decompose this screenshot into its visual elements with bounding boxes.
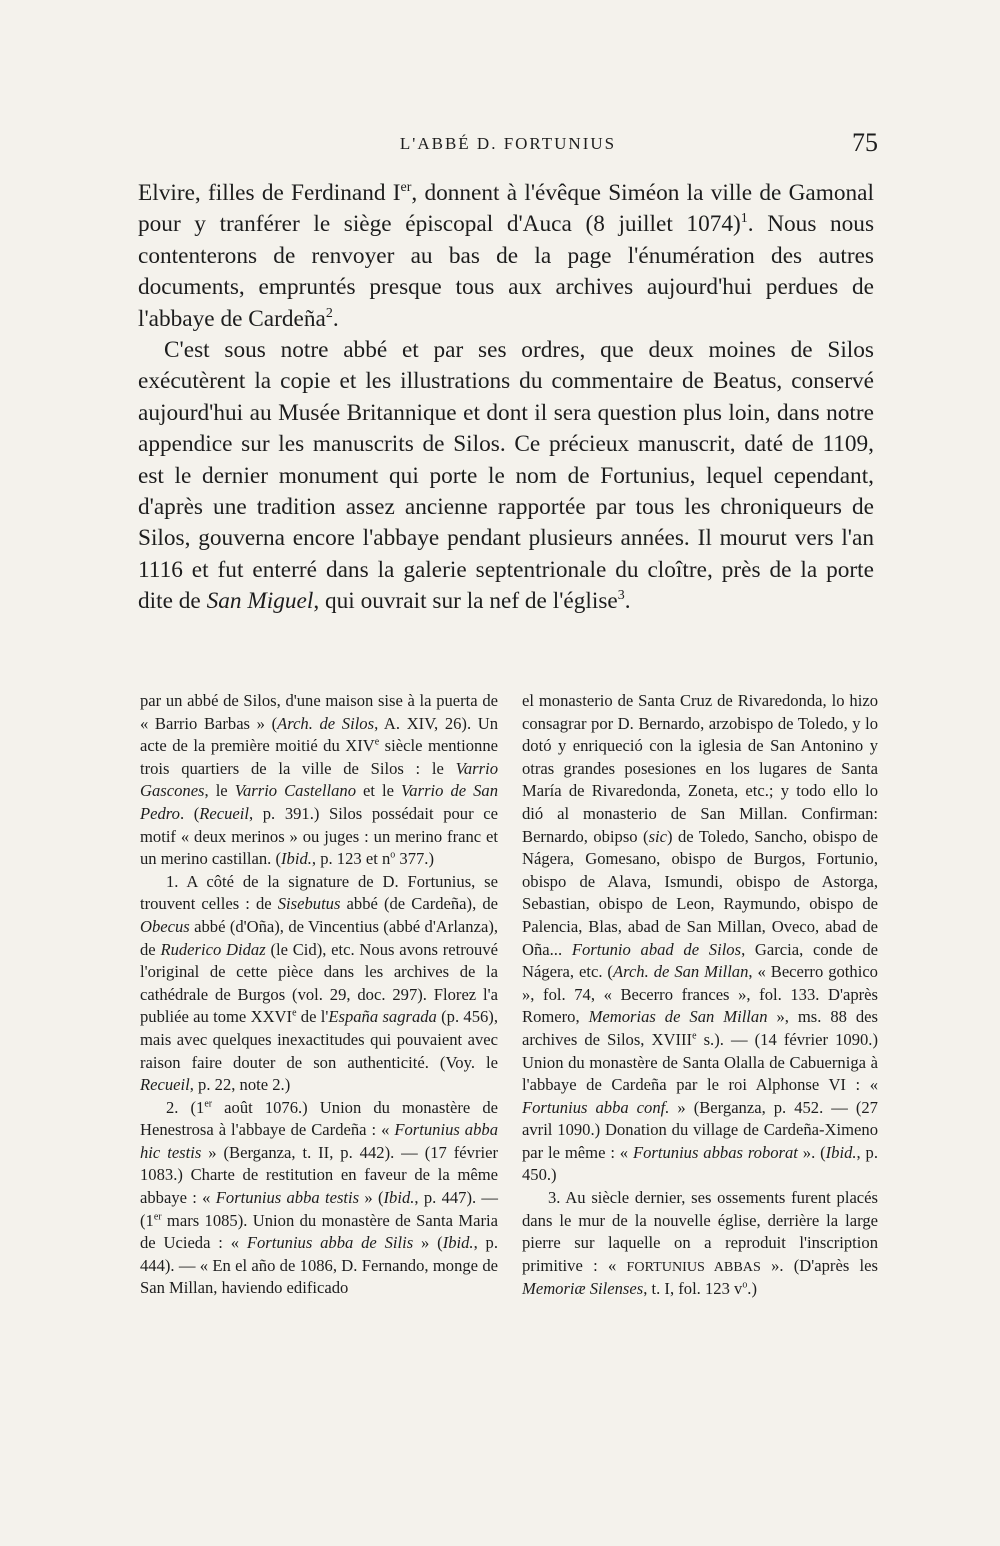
footnote-ref: 3 [617, 588, 625, 604]
footnote-ref: 2 [325, 305, 333, 321]
footnote: par un abbé de Silos, d'une maison sise à la puerta de « Barrio Barbas » (Arch. de Silos, A. XIV, 26). Un acte de la première moitié du XIVe siècle mentionne trois quartiers de la ville de Silos : le Varrio Gascones, le Varrio Castellano et le Varrio de San Pedro. (Recueil, p. 391.) Silos possédait pour ce motif « deux merinos » ou juges : un merino franc et un merino castillan. (Ibid., p. 123 et $n^o$ 377.) [140, 691, 499, 869]
footnotes-right-column [522, 690, 878, 1301]
footnote: 2. (1er août 1076.) Union du monastère de Henestrosa à l'abbaye de Cardeña : « Fortunius abba hic testis » (Berganza, t. II, p. 442). — (17 février 1083.) Charte de restitution en faveur de la même abbaye : « Fortunius abba testis » (Ibid., p. 447). — (1er mars 1085). Union du monastère de Santa Maria de Ucieda : « Fortunius abba de Silis » (Ibid., p. 444). — « En el año de 1086, D. Fernando, monge de San Millan, haviendo edificado [140, 1097, 499, 1298]
footnote: 3. Au siècle dernier, ses ossements furent placés dans le mur de la nouvelle église, derrière la large pierre sur laquelle on a reproduit l'inscription primitive : « FORTUNIUS ABBAS ». (D'après les Memoriæ Silenses, t. I, fol. 123 $v^o$.) [522, 1188, 878, 1299]
running-head [138, 128, 878, 162]
footnote: el monasterio de Santa Cruz de Rivaredonda, lo hizo consagrar por D. Bernardo, arzobispo de Toledo, y lo dotó y enriqueció con la iglesia de San Antonino y otras grandes posesiones en los lugares de Santa María de Rivaredonda, Zoneta, etc.; y todo ello lo dió al monasterio de San Millan. Confirman: Bernardo, obipso (sic) de Toledo, Sancho, obispo de Nágera, Gomesano, obispo de Burgos, Fortunio, obispo de Alava, Ismundi, obispo de Astorga, Sebastian, obispo de Leon, Raymundo, obispo de Palencia, Blas, abad de San Millan, Oveco, abad de Oña... Fortunio abad de Silos, Garcia, conde de Nágera, etc. (Arch. de San Millan, « Becerro gothico », fol. 74, « Becerro frances », fol. 133. D'après Romero, Memorias de San Millan », ms. 88 des archives de Silos, XVIIIe s.). — (14 février 1090.) Union du monastère de Santa Olalla de Cabuerniga à l'abbaye de Cardeña par le roi Alphonse VI : « Fortunius abba conf. » (Berganza, p. 452. — (27 avril 1090.) Donation du village de Cardeña-Ximeno par le même : « Fortunius abbas roborat ». (Ibid., p. 450.) [522, 691, 878, 1185]
main-text [138, 178, 874, 618]
footnote: 1. A côté de la signature de D. Fortunius, se trouvent celles : de Sisebutus abbé (de Cardeña), de Obecus abbé (d'Oña), de Vincentius (abbé d'Arlanza), de Ruderico Didaz (le Cid), etc. Nous avons retrouvé l'original de cette pièce dans les archives de la cathédrale de Burgos (vol. 29, doc. 297). Florez l'a publiée au tome XXVIe de l'España sagrada (p. 456), mais avec quelques inexactitudes qui pouvaient avec raison faire douter de son authenticité. (Voy. le Recueil, p. 22, note 2.) [140, 871, 498, 1095]
footnotes-left-column [140, 690, 498, 1300]
paragraph: C'est sous notre abbé et par ses ordres, que deux moines de Silos exécutèrent la copie et les illustrations du commentaire de Beatus, conservé aujourd'hui au Musée Britannique et dont il sera question plus loin, dans notre appendice sur les manuscrits de Silos. Ce précieux manuscrit, daté de 1109, est le dernier monument qui porte le nom de Fortunius, lequel cependant, d'après une tradition assez ancienne rapportée par tous les chroniqueurs de Silos, gouverna encore l'abbaye pendant plusieurs années. Il mourut vers l'an 1116 et fut enterré dans la galerie septentrionale du cloître, près de la porte dite de San Miguel, qui ouvrait sur la nef de l'église$^3$. [138, 337, 874, 615]
running-title: L'ABBÉ D. FORTUNIUS [399, 134, 617, 153]
footnote-ref: 1 [740, 211, 748, 227]
paragraph: Elvire, filles de Ferdinand Ier, donnent à l'évêque Siméon la ville de Gamonal pour y tranférer le siège épiscopal d'Auca (8 juillet 1074)$^1$. Nous nous contenterons de renvoyer au bas de la page l'énumération des autres documents, empruntés presque tous aux archives aujourd'hui perdues de l'abbaye de Cardeña$^2$. [138, 180, 875, 332]
page-number: 75 [852, 128, 878, 157]
